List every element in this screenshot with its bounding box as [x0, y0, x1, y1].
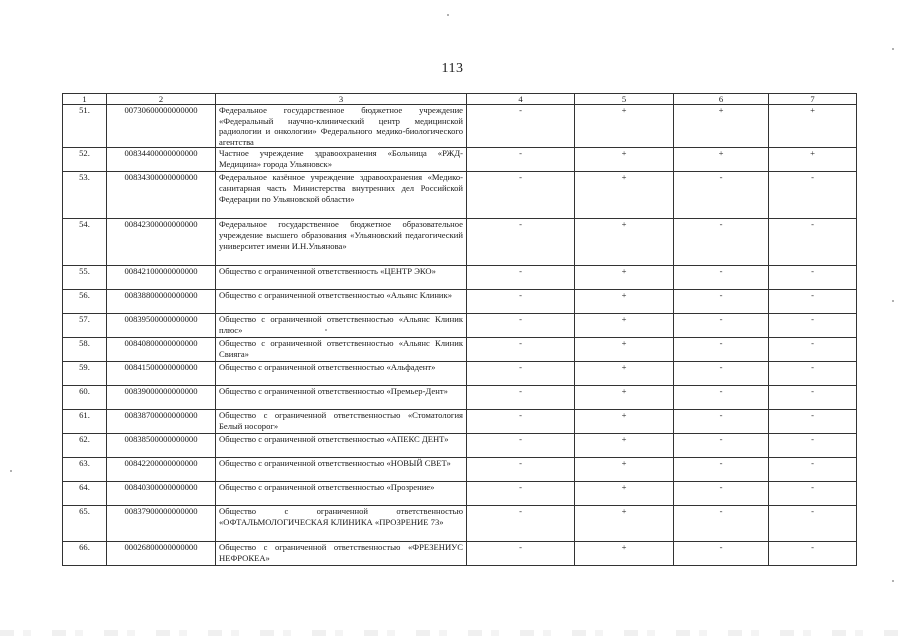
- table-cell-name: Федеральное государственное бюджетное образовательное учреждение высшего образования «Ульяновский педагогический университет имени И.Н.Ульянова»: [216, 219, 467, 266]
- table-row: [63, 148, 857, 172]
- table-cell-code: 00730600000000000: [107, 105, 216, 148]
- table-cell-col6: -: [674, 482, 769, 506]
- table-cell-col5: +: [575, 482, 674, 506]
- table-row: [63, 290, 857, 314]
- table-cell-col6: -: [674, 542, 769, 566]
- table-cell-number: 52.: [63, 148, 107, 172]
- organizations-table: [62, 93, 857, 566]
- table-cell-code: 00840300000000000: [107, 482, 216, 506]
- table-cell-col7: -: [769, 362, 857, 386]
- table-cell-col5: +: [575, 266, 674, 290]
- table-cell-col7: -: [769, 266, 857, 290]
- table-cell-col6: -: [674, 314, 769, 338]
- column-header: 6: [674, 94, 769, 105]
- table-cell-code: 00842100000000000: [107, 266, 216, 290]
- table-cell-col4: -: [467, 506, 575, 542]
- table-cell-number: 64.: [63, 482, 107, 506]
- table-cell-name: Общество с ограниченной ответственностью «Альфадент»: [216, 362, 467, 386]
- table-row: [63, 219, 857, 266]
- table-row: [63, 434, 857, 458]
- column-header: 1: [63, 94, 107, 105]
- table-cell-col5: +: [575, 542, 674, 566]
- scan-edge-noise: [0, 630, 905, 636]
- table-cell-code: 00839000000000000: [107, 386, 216, 410]
- scan-speck: [10, 470, 12, 472]
- table-cell-col4: -: [467, 338, 575, 362]
- table-cell-name: Общество с ограниченной ответственностью «Премьер-Дент»: [216, 386, 467, 410]
- table-cell-code: 00838700000000000: [107, 410, 216, 434]
- table-cell-name: Федеральное казённое учреждение здравоохранения «Медико-санитарная часть Министерства внутренних дел Российской Федерации по Ульяновской области»: [216, 172, 467, 219]
- table-cell-col5: +: [575, 105, 674, 148]
- page-number: 113: [441, 61, 464, 76]
- table-row: [63, 338, 857, 362]
- table-cell-number: 51.: [63, 105, 107, 148]
- column-header: 7: [769, 94, 857, 105]
- table-cell-name: Общество с ограниченной ответственностью «Альянс Клиник»: [216, 290, 467, 314]
- table-cell-col6: -: [674, 386, 769, 410]
- table-cell-number: 56.: [63, 290, 107, 314]
- table-row: [63, 506, 857, 542]
- table-cell-col6: +: [674, 148, 769, 172]
- table-cell-name: Общество с ограниченной ответственностью «АПЕКС ДЕНТ»: [216, 434, 467, 458]
- table-cell-number: 66.: [63, 542, 107, 566]
- column-header: 2: [107, 94, 216, 105]
- table-row: [63, 314, 857, 338]
- table-cell-code: 00842200000000000: [107, 458, 216, 482]
- table-cell-number: 58.: [63, 338, 107, 362]
- table-row: [63, 266, 857, 290]
- table-cell-col6: +: [674, 105, 769, 148]
- table-cell-number: 54.: [63, 219, 107, 266]
- table-cell-code: 00841500000000000: [107, 362, 216, 386]
- table-row: [63, 458, 857, 482]
- table-row: [63, 172, 857, 219]
- table-cell-col7: -: [769, 542, 857, 566]
- table-cell-col5: +: [575, 314, 674, 338]
- table-cell-name: Общество с ограниченной ответственность «ЦЕНТР ЭКО»: [216, 266, 467, 290]
- table-cell-code: 00838500000000000: [107, 434, 216, 458]
- table-cell-name: Общество с ограниченной ответственностью «Прозрение»: [216, 482, 467, 506]
- table-cell-col4: -: [467, 458, 575, 482]
- table-cell-code: 00840800000000000: [107, 338, 216, 362]
- table-cell-number: 59.: [63, 362, 107, 386]
- column-header: 3: [216, 94, 467, 105]
- table-cell-col4: -: [467, 482, 575, 506]
- table-cell-col7: -: [769, 434, 857, 458]
- table-cell-number: 57.: [63, 314, 107, 338]
- table-cell-col7: +: [769, 148, 857, 172]
- table-cell-col7: -: [769, 410, 857, 434]
- table-cell-col4: -: [467, 542, 575, 566]
- table-cell-col4: -: [467, 410, 575, 434]
- table-cell-col4: -: [467, 290, 575, 314]
- table-cell-col5: +: [575, 338, 674, 362]
- table-cell-col7: -: [769, 482, 857, 506]
- table-cell-col4: -: [467, 386, 575, 410]
- table-cell-col5: +: [575, 458, 674, 482]
- table-cell-col7: -: [769, 172, 857, 219]
- table-cell-col7: -: [769, 506, 857, 542]
- table-cell-col6: -: [674, 338, 769, 362]
- table-cell-col5: +: [575, 434, 674, 458]
- table-cell-col5: +: [575, 506, 674, 542]
- column-header: 4: [467, 94, 575, 105]
- table-cell-number: 53.: [63, 172, 107, 219]
- table-cell-code: 00842300000000000: [107, 219, 216, 266]
- table-cell-col5: +: [575, 219, 674, 266]
- table-cell-col7: +: [769, 105, 857, 148]
- table-cell-code: 00834300000000000: [107, 172, 216, 219]
- table-cell-name: Общество с ограниченной ответственностью «НОВЫЙ СВЕТ»: [216, 458, 467, 482]
- table-cell-code: 00838800000000000: [107, 290, 216, 314]
- table-cell-col5: +: [575, 172, 674, 219]
- table-cell-col5: +: [575, 362, 674, 386]
- scan-speck: [892, 300, 894, 302]
- table-cell-code: 00026800000000000: [107, 542, 216, 566]
- table-cell-name: Частное учреждение здравоохранения «Больница «РЖД-Медицина» города Ульяновск»: [216, 148, 467, 172]
- table-cell-col6: -: [674, 362, 769, 386]
- table-cell-name: Общество с ограниченной ответственностью «ОФТАЛЬМОЛОГИЧЕСКАЯ КЛИНИКА «ПРОЗРЕНИЕ 73»: [216, 506, 467, 542]
- table-cell-col7: -: [769, 314, 857, 338]
- table-cell-name: Федеральное государственное бюджетное учреждение «Федеральный научно-клинический центр медицинской радиологии и онкологии» Федерального медико-биологического агентства: [216, 105, 467, 148]
- table-cell-col6: -: [674, 410, 769, 434]
- table-cell-name: Общество с ограниченной ответственностью «Альянс Клиник Свияга»: [216, 338, 467, 362]
- table-cell-code: 00834400000000000: [107, 148, 216, 172]
- table-cell-col5: +: [575, 290, 674, 314]
- table-row: [63, 105, 857, 148]
- table-cell-col4: -: [467, 314, 575, 338]
- table-cell-number: 60.: [63, 386, 107, 410]
- table-cell-number: 61.: [63, 410, 107, 434]
- table-cell-col5: +: [575, 148, 674, 172]
- table-row: [63, 410, 857, 434]
- table-cell-col4: -: [467, 105, 575, 148]
- scan-speck: [892, 580, 894, 582]
- table-cell-name: Общество с ограниченной ответственностью «Альянс Клиник плюс»: [216, 314, 467, 338]
- table-cell-col6: -: [674, 290, 769, 314]
- table-cell-col5: +: [575, 386, 674, 410]
- table-cell-code: 00839500000000000: [107, 314, 216, 338]
- table-row: [63, 386, 857, 410]
- table-cell-col4: -: [467, 266, 575, 290]
- table-cell-col6: -: [674, 172, 769, 219]
- table-cell-col4: -: [467, 362, 575, 386]
- table-row: [63, 482, 857, 506]
- table-cell-col5: +: [575, 410, 674, 434]
- table-row: [63, 542, 857, 566]
- table-cell-col7: -: [769, 338, 857, 362]
- table-cell-number: 65.: [63, 506, 107, 542]
- table-cell-col4: -: [467, 434, 575, 458]
- table-cell-col4: -: [467, 219, 575, 266]
- table-cell-col7: -: [769, 458, 857, 482]
- column-header: 5: [575, 94, 674, 105]
- table-cell-name: Общество с ограниченной ответственностью «ФРЕЗЕНИУС НЕФРОКЕА»: [216, 542, 467, 566]
- table-cell-col4: -: [467, 172, 575, 219]
- table-cell-col7: -: [769, 219, 857, 266]
- table-cell-col4: -: [467, 148, 575, 172]
- table-cell-col7: -: [769, 386, 857, 410]
- table-cell-number: 63.: [63, 458, 107, 482]
- table-cell-col6: -: [674, 266, 769, 290]
- table-cell-col6: -: [674, 506, 769, 542]
- scan-speck: [892, 48, 894, 50]
- table-header-row: [63, 94, 857, 105]
- scan-speck: [325, 329, 327, 331]
- table-cell-col6: -: [674, 434, 769, 458]
- table-cell-col6: -: [674, 458, 769, 482]
- table-cell-col7: -: [769, 290, 857, 314]
- table-row: [63, 362, 857, 386]
- scan-speck: [447, 14, 449, 16]
- table-cell-code: 00837900000000000: [107, 506, 216, 542]
- table-cell-number: 55.: [63, 266, 107, 290]
- table-cell-col6: -: [674, 219, 769, 266]
- table-cell-number: 62.: [63, 434, 107, 458]
- table-cell-name: Общество с ограниченной ответственностью «Стоматология Белый носорог»: [216, 410, 467, 434]
